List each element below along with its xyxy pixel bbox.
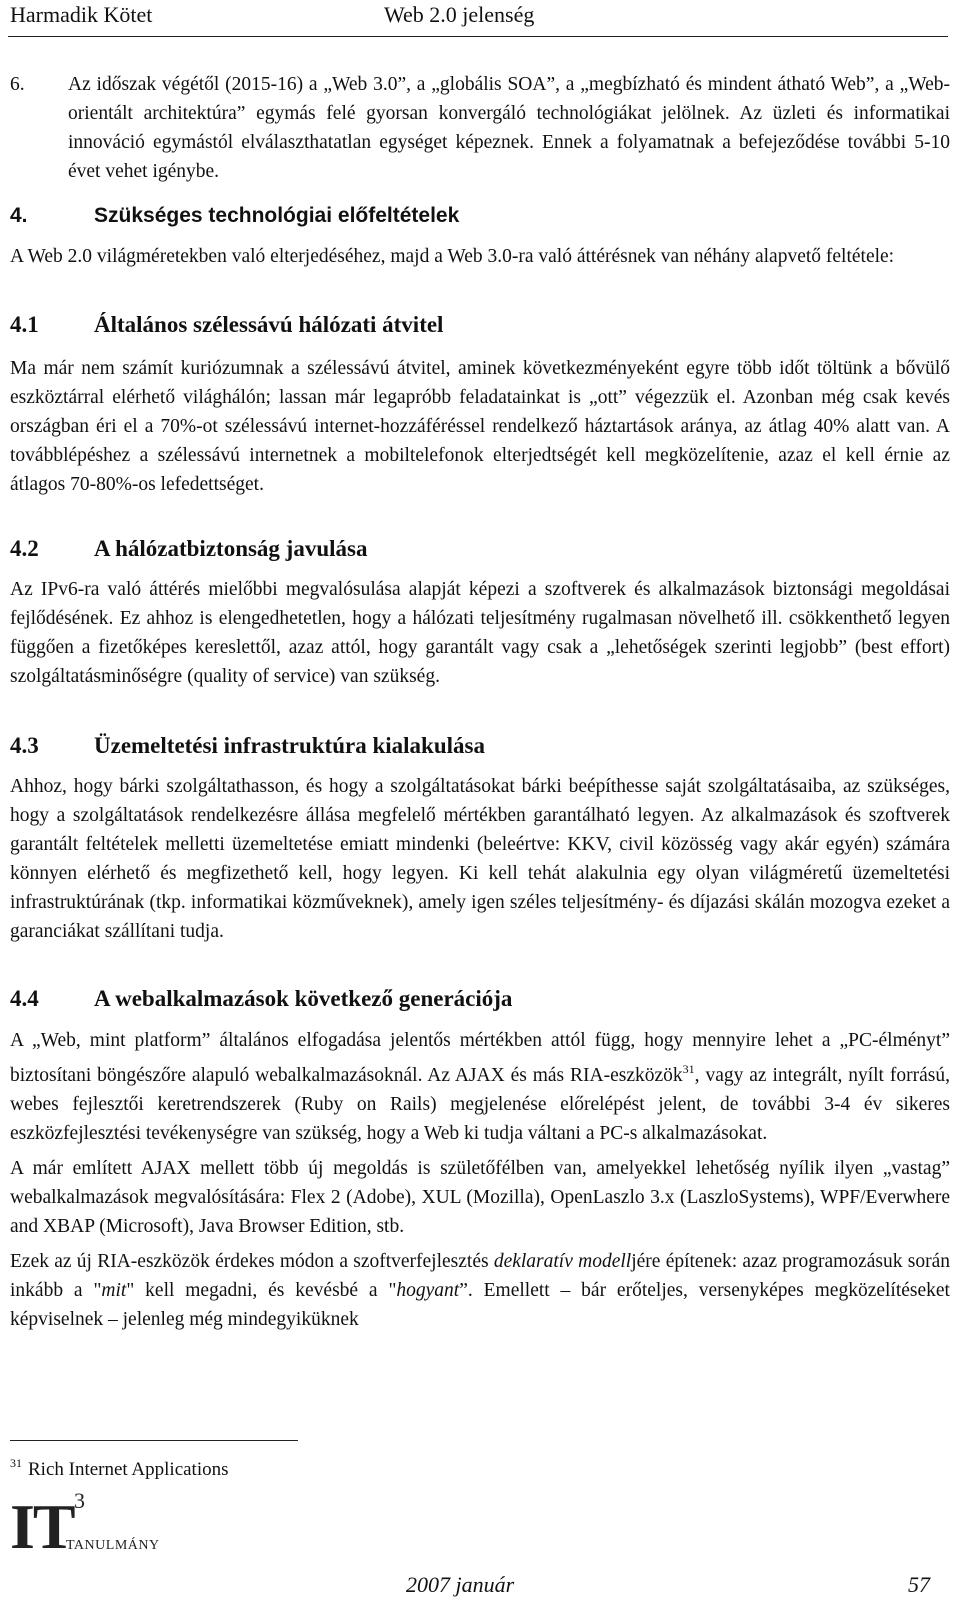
text-run: Ezek az új RIA-eszközök érdekes módon a szoftverfejlesztés bbox=[10, 1251, 494, 1272]
section-title: A hálózatbiztonság javulása bbox=[94, 536, 368, 561]
body-paragraph: Ma már nem számít kuriózumnak a szélessávú átvitel, aminek következményeként egyre több időt töltünk a bővülő eszköztárral elérhető világhálón; lassan már legapróbb feladatainkat is „ott” végezzük el. Azonban még csak kevés országban éri el a 70%-ot szélessávú internet-hozzáféréssel rendelkező háztartások aránya, az átlag 40% alatt van. A továbblépéshez a szélessávú internetnek a mobiltelefonok elterjedtségét kell megközelítenie, azaz el kell érnie az átlagos 70-80%-os lefedettséget. bbox=[10, 358, 950, 495]
logo-brand-text: TANULMÁNY bbox=[66, 1538, 160, 1553]
header-chapter-title: Web 2.0 jelenség bbox=[384, 2, 535, 27]
section-title: Üzemeltetési infrastruktúra kialakulása bbox=[94, 733, 485, 758]
section-4-2-heading bbox=[10, 536, 367, 562]
section-4-2-body bbox=[10, 575, 950, 697]
footnote-text: Rich Internet Applications bbox=[28, 1459, 229, 1480]
body-paragraph-3 bbox=[10, 1247, 950, 1334]
section-4-4-body bbox=[10, 1026, 950, 1340]
section-4-1-heading bbox=[10, 312, 443, 338]
section-4-4-heading bbox=[10, 986, 512, 1012]
section-number: 4.1 bbox=[10, 312, 39, 337]
footnote-number: 31 bbox=[10, 1456, 22, 1470]
text-run: " kell megadni, és kevésbé a " bbox=[126, 1280, 397, 1301]
text-run: A „Web, mint platform” általános elfogadása jelentős mértékben attól függ, hogy mennyire lehet a „PC-élményt” biztosítani böngészőre alapuló webalkalmazásoknál. Az AJAX és más RIA-eszközök bbox=[10, 1030, 950, 1086]
text-run: ”. Emellett – bár erőteljes, versenyképes megközelítéseket képviselnek – jelenleg még mindegyiküknek bbox=[10, 1280, 950, 1330]
footnote-rule bbox=[10, 1440, 298, 1441]
body-paragraph: Ahhoz, hogy bárki szolgáltathasson, és hogy a szolgáltatásokat bárki beépíthesse saját szolgáltatásaiba, az szükséges, hogy a szolgáltatások rendelkezésre állása megfelelő mértékben garantálható legyen. Az alkalmazások és szoftverek garantált feltételek melletti üzemeltetése emiatt mindenki (beleértve: KKV, civil közösség vagy akár egyén) számára könnyen elérhető és megfizethető kell, hogy legyen. Ki kell tehát alakulnia egy olyan világméretű üzemeltetési infrastruktúrának (tkp. informatikai közműveknek), amely igen széles teljesítmény- és díjazási skálán mozogva ezeket a garanciákat szállítani tudja. bbox=[10, 776, 950, 942]
text-run: , vagy az integrált, nyílt forrású, webes fejlesztői keretrendszerek (Ruby on Rails) megjelenése előrelépést jelent, de további 3-4 év sikeres eszközfejlesztési tevékenységre van szükség, hogy a Web ki tudja váltani a PC-s alkalmazásokat. bbox=[10, 1065, 950, 1144]
logo-superscript: 3 bbox=[74, 1488, 85, 1513]
section-title: Szükséges technológiai előfeltételek bbox=[94, 204, 460, 227]
emphasis: deklaratív modell bbox=[493, 1251, 632, 1272]
intro-paragraph: A Web 2.0 világméretekben való elterjedéséhez, majd a Web 3.0-ra való áttérésnek van néhány alapvető feltétele: bbox=[10, 246, 895, 267]
section-number: 4. bbox=[10, 204, 28, 227]
section-number: 4.3 bbox=[10, 733, 39, 758]
emphasis: hogyant bbox=[396, 1280, 460, 1301]
it3-logo bbox=[10, 1486, 160, 1596]
section-number: 4.2 bbox=[10, 536, 39, 561]
body-paragraph-1 bbox=[10, 1026, 950, 1148]
running-header bbox=[0, 0, 960, 36]
footnote-reference[interactable]: 31 bbox=[682, 1062, 695, 1076]
logo-mark: IT bbox=[10, 1491, 74, 1562]
section-4-1-body bbox=[10, 354, 950, 505]
list-item-number: 6. bbox=[10, 74, 25, 95]
header-rule bbox=[8, 36, 948, 37]
section-4-3-heading bbox=[10, 733, 485, 759]
text-run: jére építenek: azaz programozásuk során inkább a " bbox=[10, 1251, 950, 1301]
section-4-intro bbox=[10, 242, 950, 277]
body-paragraph-2: A már említett AJAX mellett több új megoldás is születőfélben van, amelyekkel lehetőség nyílik ilyen „vastag” webalkalmazások megvalósítására: Flex 2 (Adobe), XUL (Mozilla), OpenLaszlo 3.x (LaszloSystems), WPF/Everwhere and XBAP (Microsoft), Java Browser Edition, stb. bbox=[10, 1158, 950, 1237]
section-title: A webalkalmazások következő generációja bbox=[94, 986, 513, 1011]
page-number: 57 bbox=[908, 1572, 930, 1597]
section-title: Általános szélessávú hálózati átvitel bbox=[94, 312, 444, 337]
footer-date: 2007 január bbox=[406, 1572, 515, 1597]
footnote bbox=[10, 1456, 229, 1481]
section-number: 4.4 bbox=[10, 986, 39, 1011]
header-book-title: Harmadik Kötet bbox=[10, 2, 153, 27]
list-item-text: Az időszak végétől (2015-16) a „Web 3.0”, a „globális SOA”, a „megbízható és mindent átható Web”, a „Web-orientált architektúra” egymás felé gyorsan konvergáló technológiákat jelölnek. Az üzleti és informatikai innováció egymástól elválaszthatatlan egységet képeznek. Ennek a folyamatnak a befejeződése további 5-10 évet vehet igénybe. bbox=[68, 74, 950, 182]
emphasis: mit bbox=[101, 1280, 127, 1301]
body-paragraph: Az IPv6-ra való áttérés mielőbbi megvalósulása alapját képezi a szoftverek és alkalmazások biztonsági megoldásai fejlődésének. Ez ahhoz is elengedhetetlen, hogy a hálózati teljesítmény rugalmasan növelhető ill. csökkenthető legyen függően a fizetőképes kereslettől, azaz attól, hogy garantált vagy csak a „lehetőségek szerinti legjobb” (best effort) szolgáltatásminőségre (quality of service) van szükség. bbox=[10, 579, 950, 687]
section-4-heading bbox=[10, 204, 459, 228]
section-4-3-body bbox=[10, 772, 950, 952]
